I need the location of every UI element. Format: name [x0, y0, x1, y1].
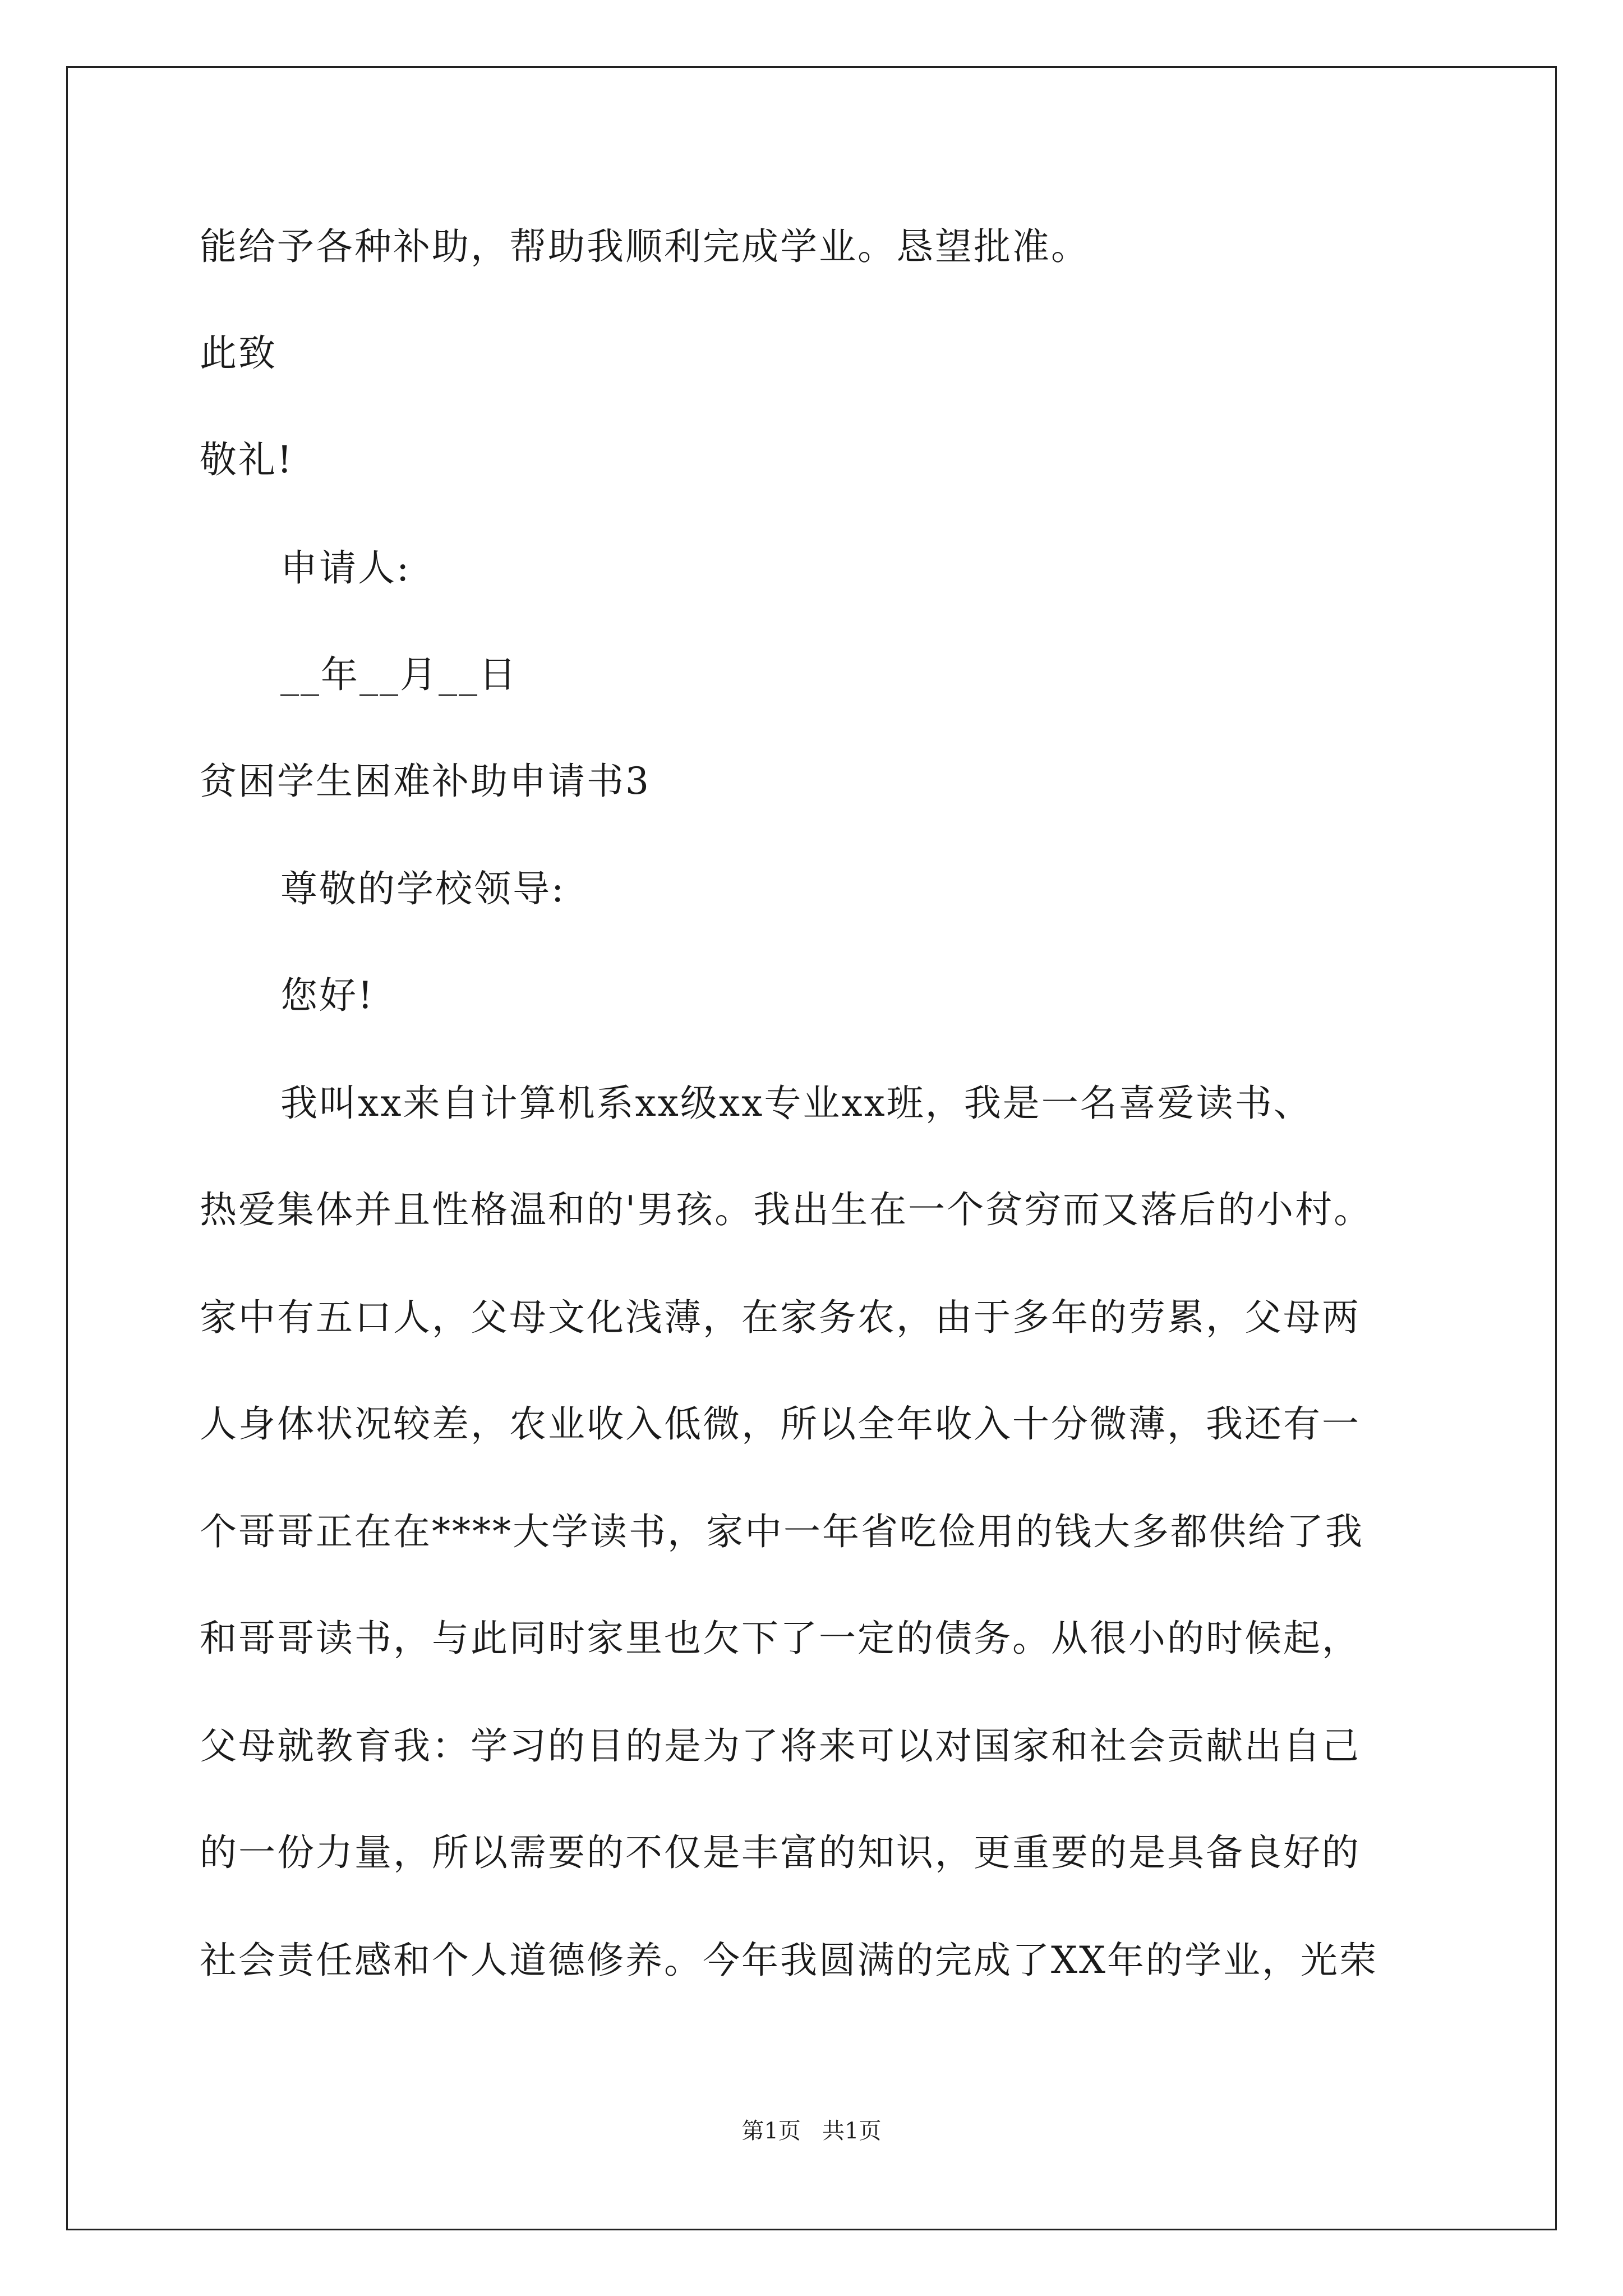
body-line-6: 个哥哥正在在****大学读书，家中一年省吃俭用的钱大多都供给了我 — [200, 1510, 1364, 1553]
body-line-4: 家中有五口人，父母文化浅薄，在家务农，由于多年的劳累，父母两 — [200, 1296, 1361, 1339]
date-line: __年__月__日 — [280, 653, 518, 696]
section-title: 贫困学生困难补助申请书3 — [200, 760, 651, 803]
body-line-8: 父母就教育我：学习的目的是为了将来可以对国家和社会贡献出自己 — [200, 1724, 1361, 1768]
body-line-1: 能给予各种补助，帮助我顺利完成学业。恳望批准。 — [200, 225, 1090, 268]
body-line-3: 热爱集体并且性格温和的'男孩。我出生在一个贫穷而又落后的小村。 — [200, 1188, 1373, 1231]
body-line-2: 我叫xx来自计算机系xx级xx专业xx班，我是一名喜爱读书、 — [280, 1082, 1312, 1125]
page-footer: 第1页 共1页 — [741, 2118, 882, 2144]
body-line-9: 的一份力量，所以需要的不仅是丰富的知识，更重要的是具备良好的 — [200, 1831, 1361, 1874]
closing-cizhi: 此致 — [200, 332, 277, 375]
applicant-label: 申请人: — [280, 546, 411, 590]
closing-jingli: 敬礼! — [200, 438, 294, 481]
body-line-5: 人身体状况较差，农业收入低微，所以全年收入十分微薄，我还有一 — [200, 1402, 1361, 1446]
greeting: 您好! — [280, 974, 375, 1017]
salutation: 尊敬的学校领导: — [280, 867, 566, 910]
body-line-7: 和哥哥读书，与此同时家里也欠下了一定的债务。从很小的时候起， — [200, 1617, 1361, 1660]
page-frame — [66, 66, 1557, 2230]
body-line-10: 社会责任感和个人道德修养。今年我圆满的完成了XX年的学业，光荣 — [200, 1939, 1378, 1982]
